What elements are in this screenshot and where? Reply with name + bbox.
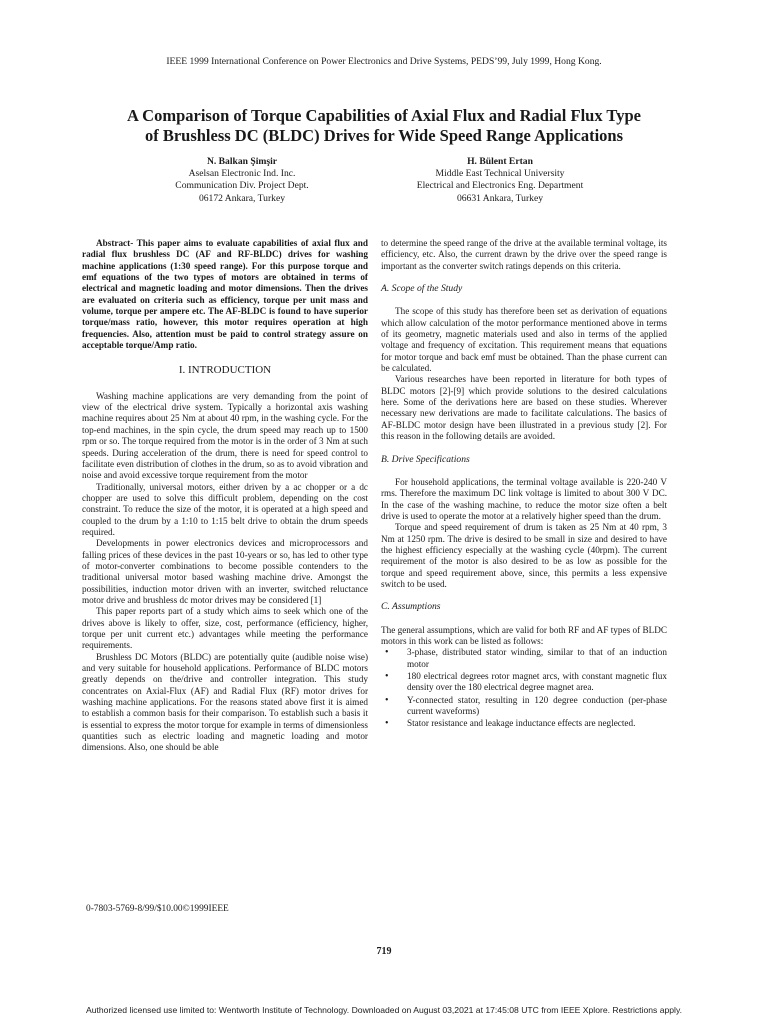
author-address: 06631 Ankara, Turkey bbox=[456, 192, 544, 204]
title-line-1: A Comparison of Torque Capabilities of Axial Flux and Radial Flux Type bbox=[127, 106, 641, 125]
paragraph: Washing machine applications are very demanding from the point of view of the electrical drive system. Typically a horizontal axis washing machine requires about 25 Nm at about 40 rpm, in the washing cycle. For the top-end machines, in the spin cycle, the drum speed may reach up to 1500 rpm or so. The torque required from the motor is in the order of 3 Nm at such speeds. During acceleration of the drum, there is need for speed control to facilitate even distribution of clothes in the drum, so as to avoid vibration and noise and avoid excessive torque requirement from the motor bbox=[82, 390, 368, 481]
author-affiliation: Middle East Technical University bbox=[435, 168, 565, 180]
author-name: H. Bülent Ertan bbox=[467, 156, 533, 167]
paragraph: Developments in power electronics devices and microprocessors and falling prices of these devices in the past 10-years or so, has led to other type of motor-converter combinations to become possible contenders to the traditional universal motor based washing machine drive. Amongst the possibilities, induction motor driven with an inverter, switched reluctance motor drive and brushless dc motor drives may be considered [1] bbox=[82, 538, 368, 605]
author-2 bbox=[370, 156, 630, 205]
author-address: 06172 Ankara, Turkey bbox=[198, 192, 286, 204]
author-1 bbox=[112, 156, 372, 205]
paragraph: This paper reports part of a study which aims to seek which one of the drives above is likely to offer, size, cost, performance (efficiency, higher, torque per unit current etc.) advantages while meeting the performance requirements. bbox=[82, 606, 368, 651]
paragraph: The general assumptions, which are valid for both RF and AF types of BLDC motors in this work can be listed as follows: bbox=[381, 624, 667, 646]
list-item: • 180 electrical degrees rotor magnet arcs, with constant magnetic flux density over the 180 electrical degree magnet area. bbox=[381, 671, 667, 694]
list-item: • Stator resistance and leakage inductance effects are neglected. bbox=[381, 718, 667, 729]
copyright-isbn: 0-7803-5769-8/99/$10.00©1999IEEE bbox=[86, 904, 229, 914]
paragraph: Torque and speed requirement of drum is taken as 25 Nm at 40 rpm, 3 Nm at 1250 rpm. The drive is desired to be small in size and desired to have the highest efficiency especially at the washing cycle (40rpm). The current requirement of the motor is also desired to be as low as possible for the torque and speed requirement above, since, this permits a less expensive switch to be used. bbox=[381, 522, 667, 589]
paragraph: Various researches have been reported in literature for both types of BLDC motors [2]-[9] which provide solutions to the desired calculations here. Some of the derivations here are based on these studies. Wherever necessary new derivations are made to facilitate calculations. The basics of AF-BLDC motor design have been illustrated in a previous study [2]. For this reason in the following details are avoided. bbox=[381, 374, 667, 442]
paragraph: For household applications, the terminal voltage available is 220-240 V rms. Therefore the maximum DC link voltage is limited to about 300 V DC. In the case of the washing machine, to reduce the motor size often a belt drive is used to operate the motor at a relatively higher speed than the drum. bbox=[381, 476, 667, 521]
paper-title bbox=[60, 106, 708, 146]
author-department: Electrical and Electronics Eng. Department bbox=[416, 180, 584, 192]
subsection-heading-drive-specifications: B. Drive Specifications bbox=[381, 453, 470, 465]
right-column bbox=[381, 238, 667, 731]
section-heading-introduction: I. INTRODUCTION bbox=[178, 364, 272, 377]
assumption-list bbox=[381, 647, 667, 729]
subsection-heading-scope: A. Scope of the Study bbox=[381, 283, 463, 295]
subsection-heading-assumptions: C. Assumptions bbox=[381, 601, 441, 613]
conference-header: IEEE 1999 International Conference on Power Electronics and Drive Systems, PEDS’99, July 1999, Hong Kong. bbox=[166, 56, 602, 67]
page-number: 719 bbox=[376, 946, 392, 957]
author-affiliation: Aselsan Electronic Ind. Inc. bbox=[188, 168, 296, 180]
paragraph: Traditionally, universal motors, either driven by a ac chopper or a dc chopper are used to solve this difficult problem, depending on the cost constraint. To reduce the size of the motor, it is operated at a high speed and coupled to the drum by a 1:10 to 1:15 belt drive to obtain the drum speeds required. bbox=[82, 481, 368, 537]
title-line-2: of Brushless DC (BLDC) Drives for Wide Speed Range Applications bbox=[144, 126, 624, 145]
paragraph: to determine the speed range of the drive at the available terminal voltage, its efficiency, etc. Also, the current drawn by the drive over the speed range is important as the converter switch ratings depends on this criteria. bbox=[381, 238, 667, 271]
paragraph: The scope of this study has therefore been set as derivation of equations which allow calculation of the motor performance mentioned above in terms of its geometry, magnetic materials used and also in terms of the applied voltage and frequency of excitation. This requirement means that equations for motor torque and back emf must be obtained. Than the phase current can be calculated. bbox=[381, 306, 667, 374]
list-item: • 3-phase, distributed stator winding, similar to that of an induction motor bbox=[381, 647, 667, 670]
list-item: • Y-connected stator, resulting in 120 degree conduction (per-phase current waveforms) bbox=[381, 695, 667, 718]
paragraph: Brushless DC Motors (BLDC) are potentially quite (audible noise wise) and very suitable for household applications. Performance of BLDC motors greatly depends on the/drive and controller integration. This study concentrates on Axial-Flux (AF) and Radial Flux (RF) motor drives for washing machine applications. For the reasons stated above first it is aimed to establish a common basis for their comparison. To establish such a basis it is essential to express the motor torque for example in terms of dimensionless quantities such as electric loading and magnetic loading and motor dimensions. Also, one should be able bbox=[82, 651, 368, 753]
license-footer: Authorized licensed use limited to: Wentworth Institute of Technology. Downloaded on August 03,2021 at 17:45:08 UTC from IEEE Xplore. Restrictions apply. bbox=[85, 1005, 682, 1015]
abstract: Abstract- This paper aims to evaluate capabilities of axial flux and radial flux brushless DC (AF and RF-BLDC) drives for washing machine applications (1:30 speed range). For this purpose torque and emf equations of the two types of motors are obtained in terms of electrical and magnetic loading and motor dimensions. Then the drives are evaluated on criteria such as efficiency, torque per unit mass and volume, torque per ampere etc. The AF-BLDC is found to have superior torque/mass ratio, however, this motor requires operation at high frequencies. Also, attention must be paid to control strategy assure on acceptable torque/Amp ratio. bbox=[82, 238, 368, 351]
author-name: N. Balkan Şimşir bbox=[206, 156, 278, 167]
author-department: Communication Div. Project Dept. bbox=[175, 180, 309, 192]
left-column bbox=[82, 238, 368, 754]
